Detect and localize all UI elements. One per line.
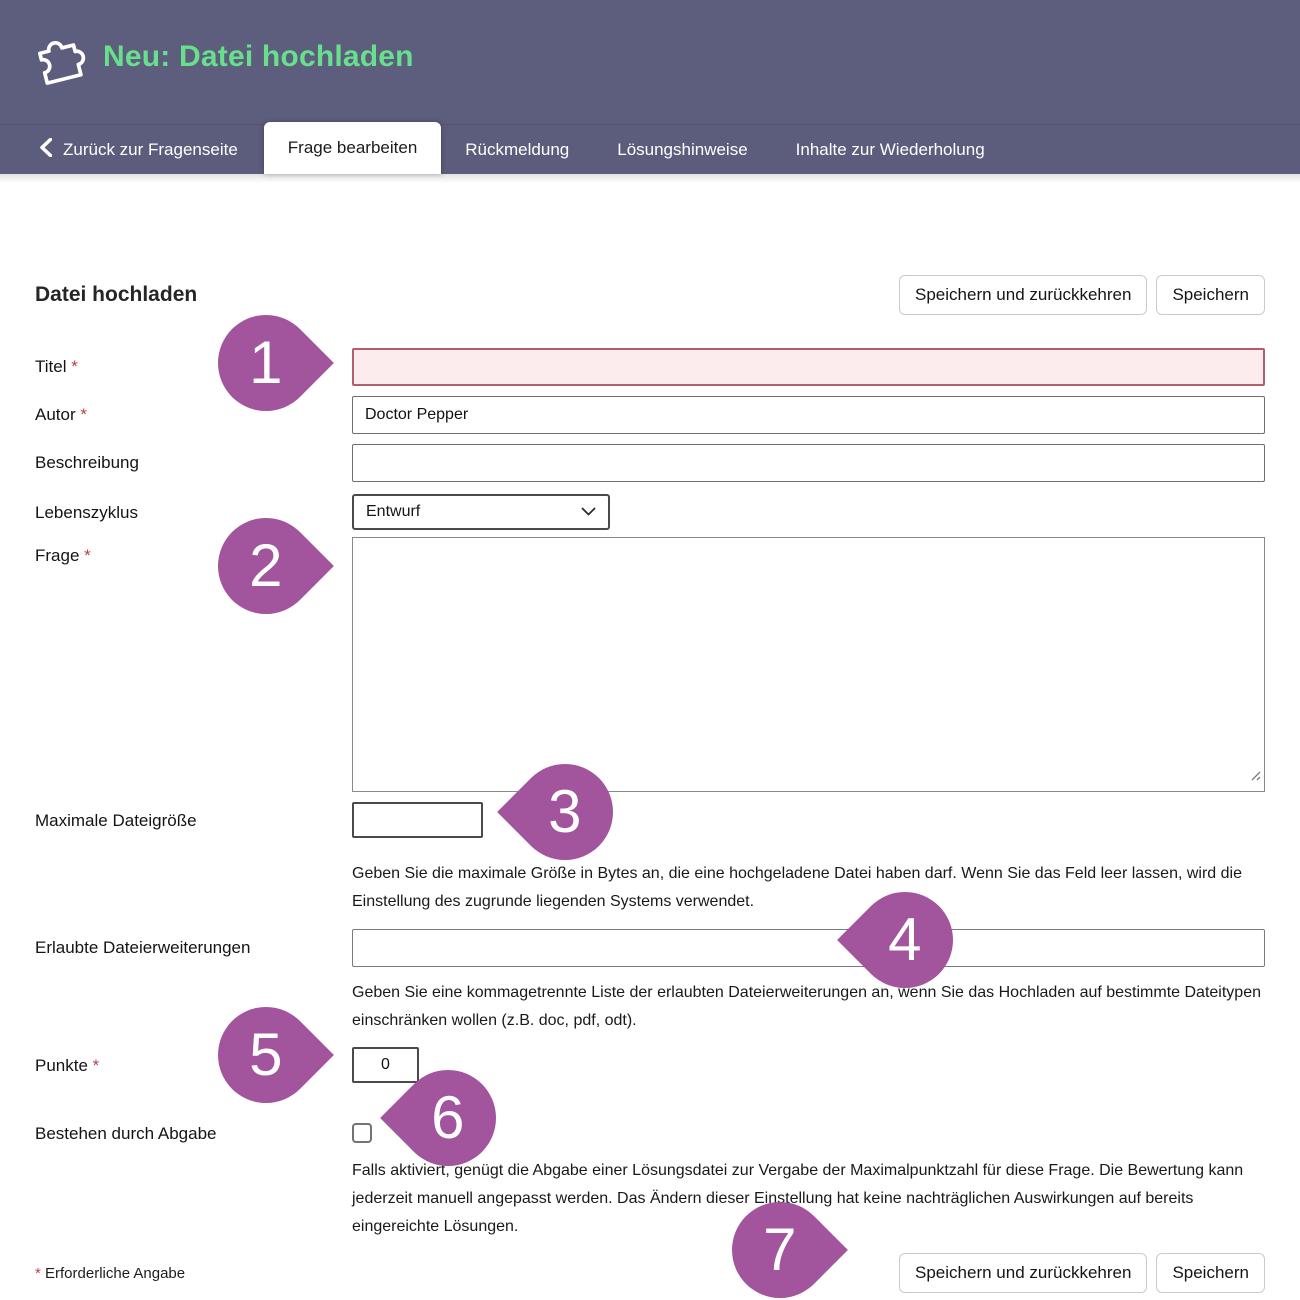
question-form bbox=[35, 348, 1265, 1293]
annotation-balloon-6: 6 bbox=[380, 1050, 516, 1186]
required-asterisk: * bbox=[84, 546, 91, 565]
bestehen-help-text: Falls aktiviert, genügt die Abgabe einer Lösungsdatei zur Vergabe der Maximalpunktzahl für diese Frage. Die Bewertung kann jederzeit manuell angepasst werden. Das Ändern dieser Einstellung hat keine nachträglichen Auswirkungen auf bereits eingereichte Lösungen. bbox=[352, 1162, 1244, 1235]
beschreibung-label: Beschreibung bbox=[35, 453, 139, 472]
beschreibung-input[interactable] bbox=[352, 444, 1265, 482]
save-return-button-top[interactable]: Speichern und zurückkehren bbox=[899, 275, 1147, 315]
frage-textarea[interactable] bbox=[352, 537, 1265, 792]
titel-input[interactable] bbox=[352, 348, 1265, 386]
lebenszyklus-label: Lebenszyklus bbox=[35, 503, 139, 522]
required-asterisk: * bbox=[80, 405, 87, 424]
tab-label: Rückmeldung bbox=[465, 139, 570, 159]
save-button-bottom[interactable]: Speichern bbox=[1156, 1253, 1265, 1293]
tab-loesungshinweise[interactable] bbox=[593, 125, 771, 174]
max-dateigroesse-help-text: Geben Sie die maximale Größe in Bytes an, die eine hochgeladene Datei haben darf. Wenn Sie das Feld leer lassen, wird die Einstellung des zugrunde liegenden Systems verwendet. bbox=[352, 865, 1242, 910]
erlaubte-dateierweiterungen-label: Erlaubte Dateierweiterungen bbox=[35, 938, 251, 957]
bestehen-checkbox[interactable] bbox=[352, 1123, 372, 1143]
annotation-balloon-7: 7 bbox=[712, 1182, 848, 1300]
erlaubte-dateierweiterungen-help-text: Geben Sie eine kommagetrennte Liste der erlaubten Dateierweiterungen an, wenn Sie das Hochladen auf bestimmte Dateitypen einschränken wollen (z.B. doc, pdf, odt). bbox=[352, 984, 1261, 1029]
puzzle-piece-icon bbox=[25, 24, 89, 93]
nav-shadow bbox=[0, 174, 1300, 183]
back-to-question-page-link[interactable] bbox=[40, 125, 264, 174]
required-field-note: * Erforderliche Angabe bbox=[35, 1264, 186, 1282]
annotation-balloon-1: 1 bbox=[198, 295, 334, 431]
app-title: Neu: Datei hochladen bbox=[103, 40, 414, 73]
save-button-top[interactable]: Speichern bbox=[1156, 275, 1265, 315]
tab-rueckmeldung[interactable] bbox=[441, 125, 593, 174]
lebenszyklus-selected-value: Entwurf bbox=[366, 503, 421, 520]
frage-label: Frage * bbox=[35, 546, 91, 565]
chevron-down-icon bbox=[581, 503, 596, 521]
lebenszyklus-select[interactable] bbox=[352, 494, 610, 530]
autor-label: Autor * bbox=[35, 405, 87, 424]
tab-label: Inhalte zur Wiederholung bbox=[795, 139, 985, 159]
annotation-balloon-3: 3 bbox=[497, 744, 633, 880]
chevron-left-icon bbox=[40, 138, 52, 162]
max-dateigroesse-label: Maximale Dateigröße bbox=[35, 811, 197, 830]
tab-label: Lösungshinweise bbox=[617, 139, 748, 159]
back-link-label: Zurück zur Fragenseite bbox=[63, 139, 238, 159]
required-asterisk: * bbox=[35, 1264, 41, 1282]
punkte-label: Punkte * bbox=[35, 1056, 100, 1075]
max-dateigroesse-input[interactable] bbox=[352, 802, 483, 838]
punkte-input[interactable] bbox=[352, 1047, 419, 1083]
titel-label: Titel * bbox=[35, 357, 78, 376]
required-asterisk: * bbox=[71, 357, 78, 376]
autor-input[interactable] bbox=[352, 396, 1265, 434]
tab-label: Frage bearbeiten bbox=[287, 138, 418, 157]
tab-bar bbox=[0, 124, 1300, 174]
required-asterisk: * bbox=[92, 1056, 100, 1075]
annotation-balloon-2: 2 bbox=[198, 498, 334, 634]
erlaubte-dateierweiterungen-input[interactable] bbox=[352, 929, 1265, 967]
annotation-balloon-5: 5 bbox=[198, 987, 334, 1123]
save-return-button-bottom[interactable]: Speichern und zurückkehren bbox=[899, 1253, 1147, 1293]
tab-inhalte-zur-wiederholung[interactable] bbox=[772, 125, 1009, 174]
app-header bbox=[0, 0, 1300, 124]
bestehen-durch-abgabe-label: Bestehen durch Abgabe bbox=[35, 1124, 217, 1143]
annotation-balloon-4: 4 bbox=[837, 872, 973, 1008]
tab-frage-bearbeiten[interactable] bbox=[264, 122, 441, 174]
page-title: Datei hochladen bbox=[35, 283, 198, 306]
